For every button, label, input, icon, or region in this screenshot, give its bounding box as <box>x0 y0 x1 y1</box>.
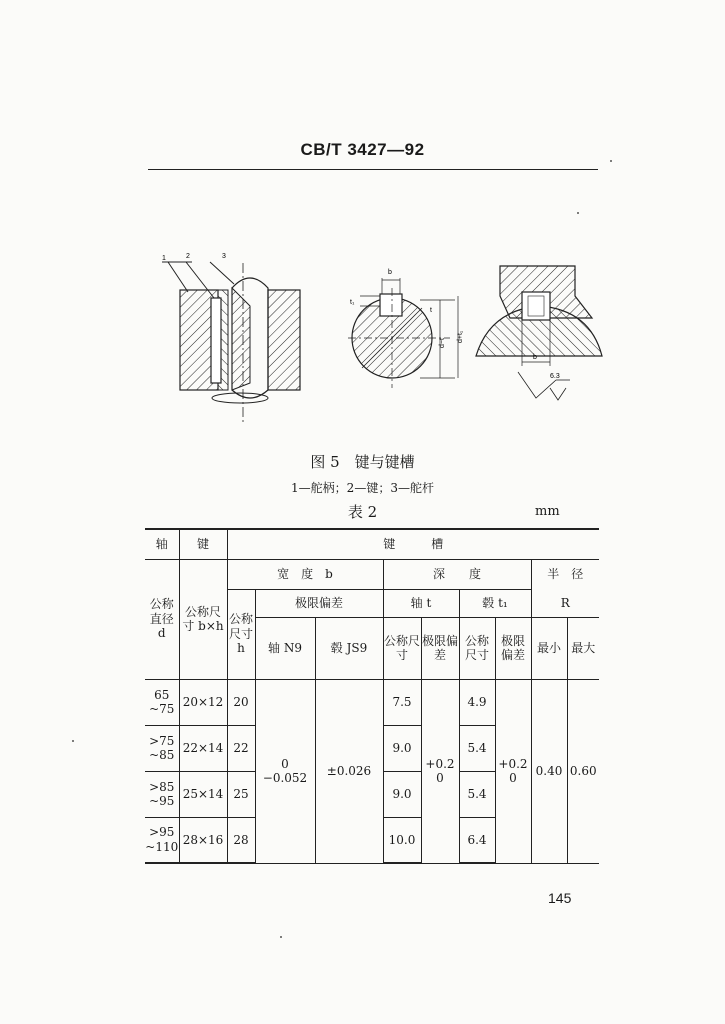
header-min: 最小 <box>531 617 567 679</box>
header-t-nominal: 公称尺寸 <box>383 617 421 679</box>
row2-t1: 5.4 <box>459 725 495 771</box>
header-n9: 轴 N9 <box>255 617 315 679</box>
row3-d: >85 ~95 <box>145 771 179 817</box>
keyway-spec-table <box>145 528 599 864</box>
row4-t1: 6.4 <box>459 817 495 863</box>
row3-t1: 5.4 <box>459 771 495 817</box>
header-t-limit: 极限偏差 <box>421 617 459 679</box>
header-t1-nominal: 公称尺寸 <box>459 617 495 679</box>
dim-t-mid: t <box>430 307 432 314</box>
header-t1-limit: 极限偏差 <box>495 617 531 679</box>
row2-d: >75 ~85 <box>145 725 179 771</box>
t-deviation <box>421 679 459 863</box>
header-nominal-size: 公称尺寸 b×h <box>179 559 227 679</box>
dim-t1-mid: t₁ <box>350 299 355 306</box>
header-key: 键 <box>179 529 227 559</box>
t-dev-lower: 0 <box>436 771 444 785</box>
speck <box>577 212 579 214</box>
callout-1: 1 <box>162 255 166 262</box>
key-keyway-figure <box>150 248 610 428</box>
hub-section-view <box>476 266 602 400</box>
row3-t: 9.0 <box>383 771 421 817</box>
row2-t: 9.0 <box>383 725 421 771</box>
shaft-section-view <box>348 269 464 388</box>
row4-h: 28 <box>227 817 255 863</box>
dim-b-mid: b <box>388 269 392 276</box>
table-unit: mm <box>535 504 560 519</box>
row4-t: 10.0 <box>383 817 421 863</box>
dim-d-plus-t1: d+t₁ <box>457 330 464 343</box>
header-shaft-t: 轴 t <box>383 589 459 617</box>
row1-h: 20 <box>227 679 255 725</box>
longitudinal-view <box>162 253 300 423</box>
row3-h: 25 <box>227 771 255 817</box>
row4-bxh: 28×16 <box>179 817 227 863</box>
dim-d-minus-t: d−t <box>439 338 446 348</box>
header-max: 最大 <box>567 617 599 679</box>
t1-deviation <box>495 679 531 863</box>
header-nominal-diameter: 公称直径 d <box>145 559 179 679</box>
header-keyway: 键 槽 <box>227 529 599 559</box>
row4-d: >95 ~110 <box>145 817 179 863</box>
standard-code: CB/T 3427—92 <box>300 140 425 159</box>
row1-bxh: 20×12 <box>179 679 227 725</box>
row2-h: 22 <box>227 725 255 771</box>
header-js9: 毂 JS9 <box>315 617 383 679</box>
header-width-b: 宽 度 b <box>227 559 383 589</box>
page-number: 145 <box>548 890 572 906</box>
header-radius: 半 径 <box>531 559 599 589</box>
header-radius-symbol: R <box>531 589 599 617</box>
dim-b-right: b <box>533 354 537 361</box>
figure-caption: 图 5 键与键槽 <box>310 453 415 471</box>
t-dev-upper: +0.2 <box>425 756 455 771</box>
row1-d: 65 ~75 <box>145 679 179 725</box>
header-rule <box>148 169 598 170</box>
n9-deviation <box>255 679 315 863</box>
n9-upper: 0 <box>281 756 289 771</box>
header-shaft: 轴 <box>145 529 179 559</box>
r-max: 0.60 <box>567 679 599 863</box>
speck <box>72 740 74 742</box>
r-min: 0.40 <box>531 679 567 863</box>
table-title: 表 2 <box>347 503 378 521</box>
roughness-label: 6.3 <box>550 373 560 380</box>
row1-t1: 4.9 <box>459 679 495 725</box>
t1-dev-lower: 0 <box>509 771 517 785</box>
row1-t: 7.5 <box>383 679 421 725</box>
row3-bxh: 25×14 <box>179 771 227 817</box>
js9-deviation: ±0.026 <box>315 679 383 863</box>
t1-dev-upper: +0.2 <box>498 756 528 771</box>
callout-3: 3 <box>222 253 226 260</box>
callout-2: 2 <box>186 253 190 260</box>
header-nominal-h: 公称尺寸 h <box>227 589 255 679</box>
n9-lower: −0.052 <box>262 771 308 785</box>
header-limit-dev: 极限偏差 <box>255 589 383 617</box>
row2-bxh: 22×14 <box>179 725 227 771</box>
header-hub-t1: 毂 t₁ <box>459 589 531 617</box>
header-depth: 深 度 <box>383 559 531 589</box>
speck <box>610 160 612 162</box>
speck <box>280 936 282 938</box>
figure-legend: 1—舵柄；2—键；3—舵杆 <box>291 481 434 495</box>
